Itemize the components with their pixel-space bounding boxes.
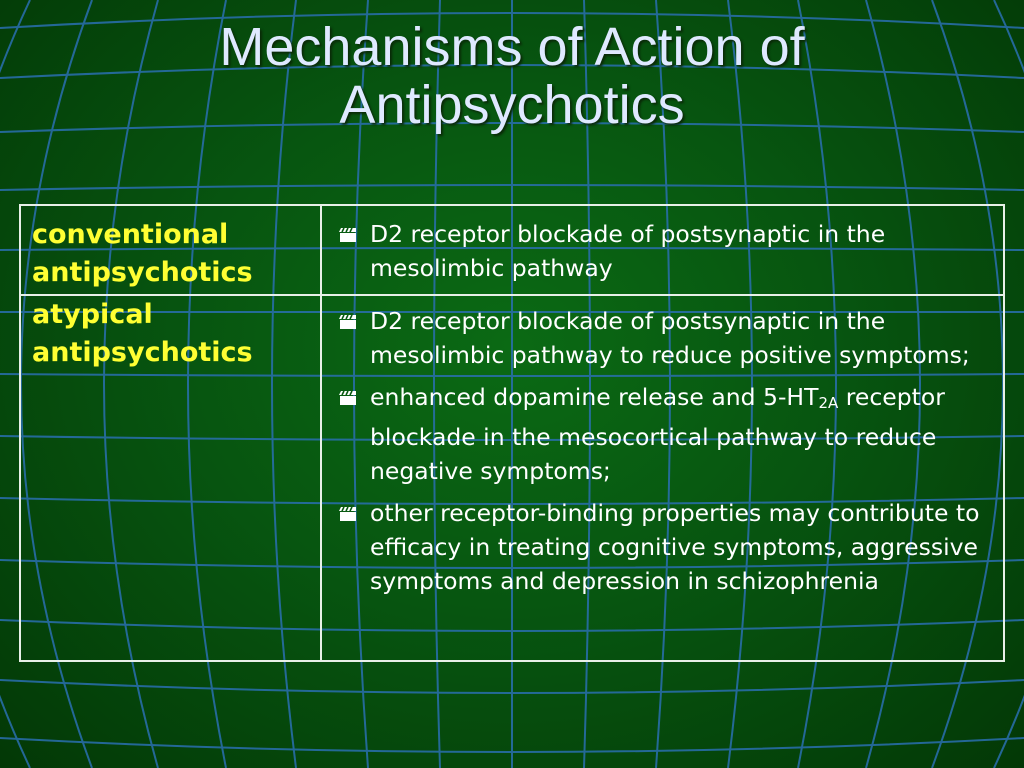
row-label-cell bbox=[20, 205, 321, 295]
row-label-atypical bbox=[21, 296, 320, 372]
bullet-text: D2 receptor blockade of postsynaptic in the mesolimbic pathway bbox=[370, 220, 886, 282]
list-item bbox=[322, 496, 1003, 598]
row-content-cell bbox=[321, 205, 1004, 295]
list-item bbox=[322, 380, 1003, 488]
bullet-text: D2 receptor blockade of postsynaptic in the mesolimbic pathway to reduce positive symptoms; bbox=[370, 307, 970, 369]
clapperboard-icon bbox=[338, 390, 358, 406]
list-item bbox=[322, 217, 1003, 285]
clapperboard-icon bbox=[338, 314, 358, 330]
bullet-list bbox=[322, 296, 1003, 598]
row-label-line: atypical bbox=[32, 299, 153, 330]
row-label-line: antipsychotics bbox=[32, 337, 253, 368]
row-label-cell bbox=[20, 295, 321, 661]
bullet-text: enhanced dopamine release and 5-HT bbox=[370, 383, 819, 411]
bullet-text: receptor blockade in the mesocortical pathway to reduce negative symptoms; bbox=[370, 383, 945, 485]
row-content-cell bbox=[321, 295, 1004, 661]
bullet-text: other receptor-binding properties may contribute to efficacy in treating cognitive symptoms, aggressive symptoms and depression in schizophrenia bbox=[370, 499, 980, 595]
clapperboard-icon bbox=[338, 227, 358, 243]
row-label-conventional bbox=[21, 206, 320, 292]
subscript-2a: 2A bbox=[818, 394, 839, 412]
slide-title-line-2: Antipsychotics bbox=[339, 75, 685, 135]
list-item bbox=[322, 304, 1003, 372]
slide-title-line-1: Mechanisms of Action of bbox=[219, 17, 805, 77]
table-row-conventional bbox=[20, 205, 1004, 295]
row-label-line: antipsychotics bbox=[32, 257, 253, 288]
mechanism-table bbox=[19, 204, 1005, 662]
row-label-line: conventional bbox=[32, 219, 229, 250]
bullet-list bbox=[322, 206, 1003, 285]
slide-title bbox=[0, 18, 1024, 134]
clapperboard-icon bbox=[338, 506, 358, 522]
table-row-atypical bbox=[20, 295, 1004, 661]
